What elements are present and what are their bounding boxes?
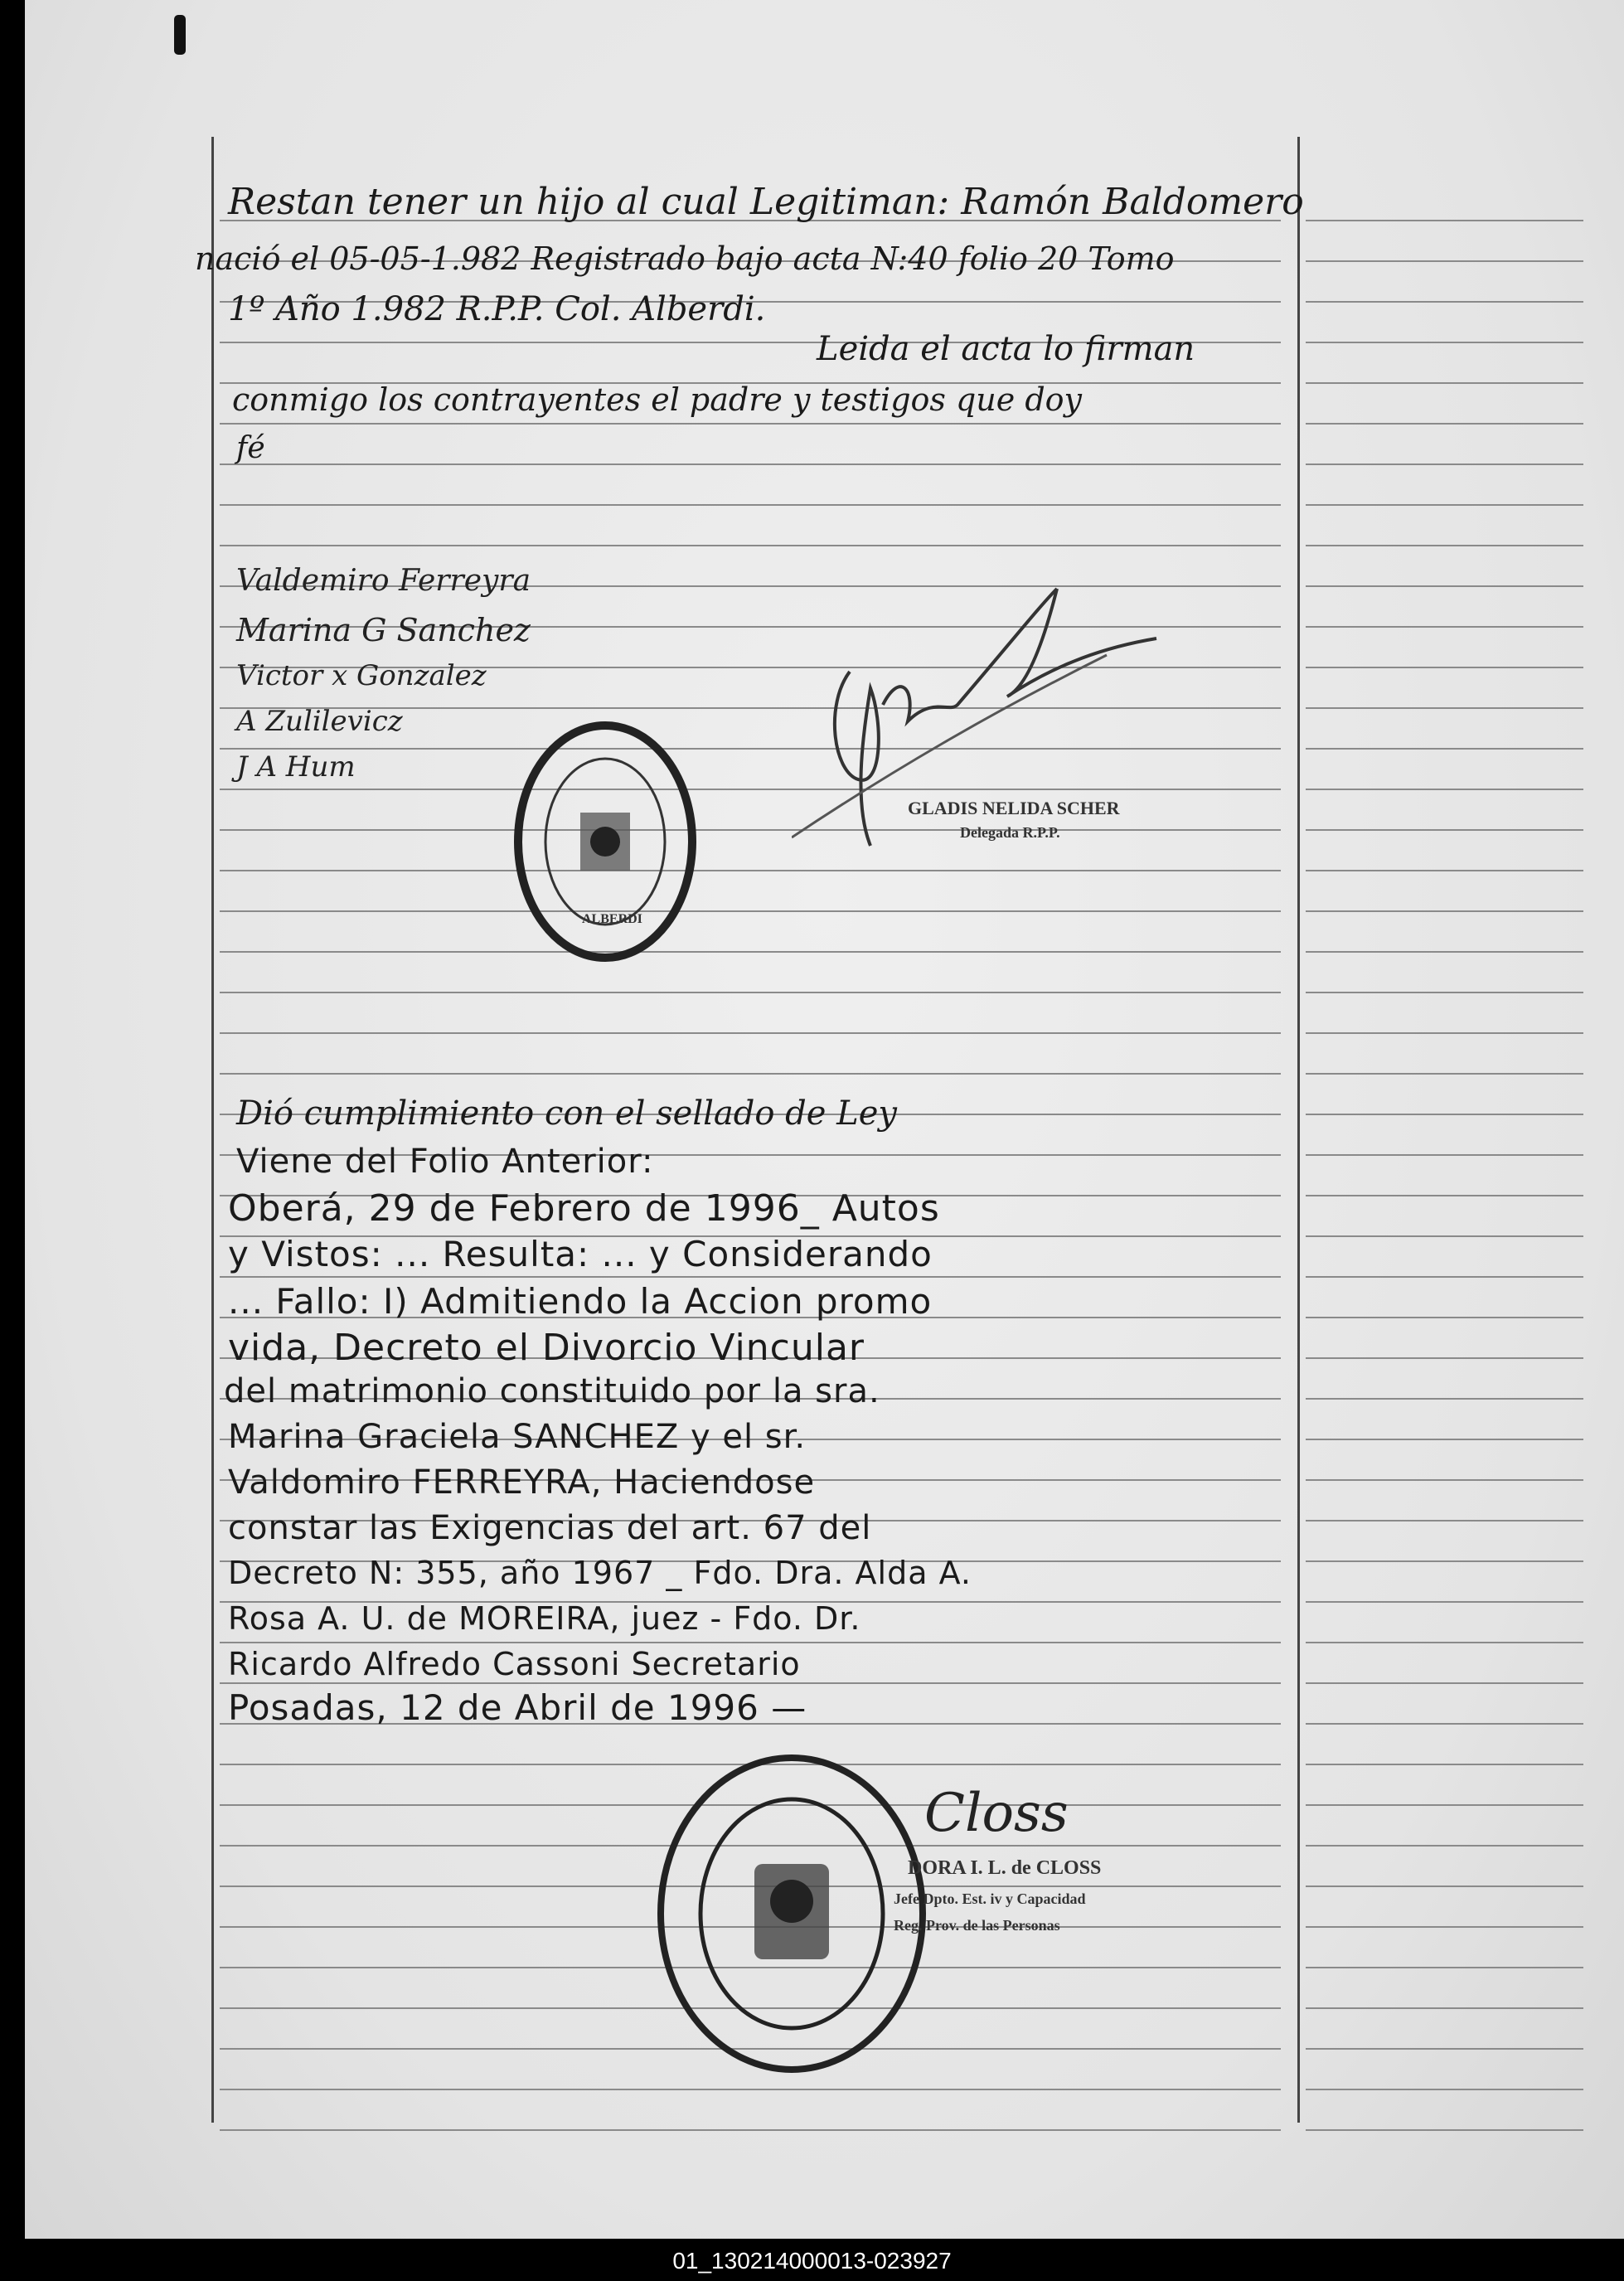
margin-ruled-line — [1306, 1520, 1583, 1521]
margin-ruled-line — [1306, 1885, 1583, 1887]
margin-ruled-line — [1306, 1560, 1583, 1562]
ink-mark — [174, 15, 186, 55]
text-line: vida, Decreto el Divorcio Vincular — [228, 1327, 865, 1369]
margin-ruled-line — [1306, 2048, 1583, 2050]
text-line: Decreto N: 355, año 1967 _ Fdo. Dra. Alda A. — [228, 1555, 972, 1591]
official-2-name: DORA I. L. de CLOSS — [908, 1857, 1102, 1879]
ruled-line — [220, 1032, 1281, 1034]
text-line: Viene del Folio Anterior: — [236, 1143, 654, 1181]
text-line: Marina Graciela SANCHEZ y el sr. — [228, 1418, 807, 1456]
text-line: Posadas, 12 de Abril de 1996 — — [228, 1687, 807, 1728]
margin-ruled-line — [1306, 748, 1583, 750]
text-line: constar las Exigencias del art. 67 del — [228, 1509, 872, 1547]
margin-ruled-line — [1306, 382, 1583, 384]
ruled-line — [220, 951, 1281, 953]
margin-ruled-line — [1306, 707, 1583, 709]
margin-ruled-line — [1306, 1398, 1583, 1400]
margin-ruled-line — [1306, 1195, 1583, 1196]
margin-ruled-line — [1306, 1235, 1583, 1237]
margin-ruled-line — [1306, 504, 1583, 506]
right-margin-rule — [1297, 137, 1300, 2123]
margin-ruled-line — [1306, 667, 1583, 668]
signature: Valdemiro Ferreyra — [236, 564, 531, 598]
margin-ruled-line — [1306, 2089, 1583, 2090]
signature: Victor x Gonzalez — [236, 659, 487, 692]
margin-ruled-line — [1306, 1032, 1583, 1034]
margin-ruled-line — [1306, 2007, 1583, 2009]
text-line: del matrimonio constituido por la sra. — [224, 1372, 880, 1410]
text-line: nació el 05-05-1.982 Registrado bajo acta N:40 folio 20 Tomo — [195, 240, 1175, 277]
margin-ruled-line — [1306, 1357, 1583, 1359]
left-margin-rule — [211, 137, 214, 2123]
margin-ruled-line — [1306, 585, 1583, 587]
official-1-title: Delegada R.P.P. — [960, 824, 1060, 841]
margin-ruled-line — [1306, 870, 1583, 871]
margin-ruled-line — [1306, 463, 1583, 465]
ruled-line — [220, 423, 1281, 425]
margin-ruled-line — [1306, 1723, 1583, 1725]
margin-ruled-line — [1306, 1154, 1583, 1156]
margin-ruled-line — [1306, 1317, 1583, 1318]
text-line: Oberá, 29 de Febrero de 1996_ Autos — [228, 1187, 940, 1230]
signature: J A Hum — [236, 750, 356, 784]
margin-ruled-line — [1306, 1804, 1583, 1806]
margin-ruled-line — [1306, 260, 1583, 262]
margin-ruled-line — [1306, 1073, 1583, 1075]
margin-ruled-line — [1306, 342, 1583, 343]
margin-ruled-line — [1306, 1682, 1583, 1684]
margin-ruled-line — [1306, 1845, 1583, 1847]
document-page — [25, 0, 1624, 2239]
ruled-line — [220, 1073, 1281, 1075]
ruled-line — [220, 463, 1281, 465]
margin-ruled-line — [1306, 1926, 1583, 1928]
text-line: Leida el acta lo firman — [817, 330, 1195, 368]
ruled-line — [220, 992, 1281, 993]
text-line: Dió cumplimiento con el sellado de Ley — [236, 1094, 897, 1133]
text-line: ... Fallo: I) Admitiendo la Accion promo — [228, 1281, 933, 1322]
margin-ruled-line — [1306, 1439, 1583, 1440]
official-seal-1 — [510, 717, 701, 966]
signature: Closs — [924, 1783, 1069, 1844]
text-line: Rosa A. U. de MOREIRA, juez - Fdo. Dr. — [228, 1600, 861, 1637]
margin-ruled-line — [1306, 1114, 1583, 1115]
margin-ruled-line — [1306, 910, 1583, 912]
margin-ruled-line — [1306, 545, 1583, 546]
margin-ruled-line — [1306, 2129, 1583, 2131]
margin-ruled-line — [1306, 626, 1583, 628]
official-1-name: GLADIS NELIDA SCHER — [908, 798, 1120, 818]
official-2-office: Reg. Prov. de las Personas — [894, 1917, 1060, 1934]
seal-1-label: ALBERDI — [582, 912, 642, 926]
ruled-line — [220, 910, 1281, 912]
margin-ruled-line — [1306, 992, 1583, 993]
text-line: 1º Año 1.982 R.P.P. Col. Alberdi. — [228, 290, 766, 328]
margin-ruled-line — [1306, 1479, 1583, 1481]
signature: A Zulilevicz — [236, 705, 403, 738]
margin-ruled-line — [1306, 423, 1583, 425]
margin-ruled-line — [1306, 1276, 1583, 1278]
official-seal-2 — [651, 1748, 933, 2080]
ruled-line — [220, 504, 1281, 506]
margin-ruled-line — [1306, 1967, 1583, 1968]
ruled-line — [220, 2129, 1281, 2131]
image-code: 01_130214000013-023927 — [672, 2248, 952, 2274]
text-line: Valdomiro FERREYRA, Haciendose — [228, 1463, 816, 1502]
ruled-line — [220, 1276, 1281, 1278]
text-line: fé — [236, 431, 265, 465]
text-line: y Vistos: ... Resulta: ... y Considerando — [228, 1234, 933, 1274]
margin-ruled-line — [1306, 1601, 1583, 1603]
ruled-line — [220, 545, 1281, 546]
margin-ruled-line — [1306, 789, 1583, 790]
margin-ruled-line — [1306, 1764, 1583, 1765]
ruled-line — [220, 1682, 1281, 1684]
text-line: Ricardo Alfredo Cassoni Secretario — [228, 1646, 801, 1682]
ruled-line — [220, 2089, 1281, 2090]
ruled-line — [220, 1642, 1281, 1643]
margin-ruled-line — [1306, 829, 1583, 831]
official-2-title: Jefe Dpto. Est. iv y Capacidad — [894, 1890, 1086, 1907]
text-line: Restan tener un hijo al cual Legitiman: Ramón Baldomero — [228, 181, 1304, 223]
margin-ruled-line — [1306, 301, 1583, 303]
margin-ruled-line — [1306, 1642, 1583, 1643]
signature: Marina G Sanchez — [236, 612, 531, 648]
margin-ruled-line — [1306, 220, 1583, 221]
ruled-line — [220, 870, 1281, 871]
text-line: conmigo los contrayentes el padre y testigos que doy — [232, 381, 1083, 418]
margin-ruled-line — [1306, 951, 1583, 953]
